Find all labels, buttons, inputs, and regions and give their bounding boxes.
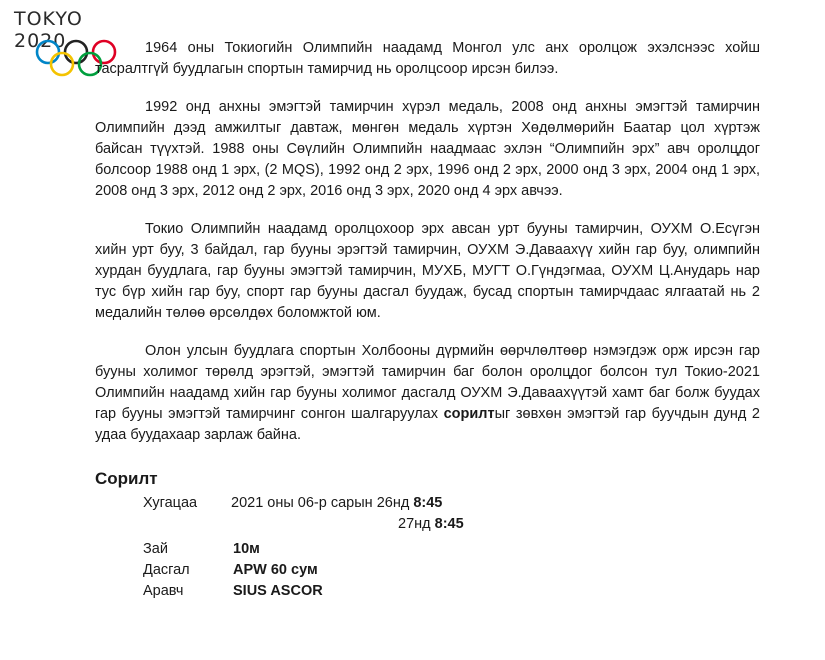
paragraph-3: Токио Олимпийн наадамд оролцохоор эрх авсан урт бууны тамирчин, ОУХМ О.Есүгэн хийн урт буу, 3 байдал, гар бууны эрэгтэй тамирчин, ОУХМ Э.Даваахүү хийн гар буу, олимпийн хурдан буудлага, гар бууны эмэгтэй тамирчин, МУХБ, МУГТ О.Гүндэгмаа, ОУХМ Ц.Анударь нар тус бүр хийн гар буу, спорт гар бууны дасгал буудаж, бусад спортын тамирчдаас ялгаатай нь 2 медалийн төлөө өрсөлдөх боломжтой юм. [95,221,760,321]
sorilt-heading: Сорилт [95,469,158,488]
logo-text: TOKYO 2020 [14,8,83,52]
date-label: Хугацаа [143,495,198,511]
date-line-2-time: 8:45 [434,516,464,532]
exercise-value: APW 60 сум [233,562,318,578]
paragraph-4-bold: сорилт [443,406,495,422]
exercise-label: Дасгал [143,562,190,578]
paragraph-4 [95,341,760,446]
distance-label: Зай [143,541,168,557]
date-line-2 [398,514,464,535]
distance-value: 10м [233,541,260,557]
paragraph-1: 1964 оны Токиогийн Олимпийн наадамд Монгол улс анх оролцож эхэлснээс хойш тасралтгүй буудлагын спортын тамирчид нь оролцсоор ирсэн билээ. [95,40,760,77]
date-row-2 [95,514,760,535]
date-line-1 [231,493,442,514]
date-line-1-text: 2021 оны 06-р сарын 26нд [231,495,410,511]
document-body [95,38,760,602]
paragraph-4-text: Олон улсын буудлага спортын Холбооны дүрмийн өөрчлөлтөөр нэмэгдэж орж ирсэн гар бууны холимог төрөлд эрэгтэй, эмэгтэй тамирчин баг болон оролцдог болсон тул Токио-2021 Олимпийн наадамд хийн гар бууны холимог дасгалд ОУХМ Э.Даваахүүтэй хамт баг болж буудах гар бууны эмэгтэй тамирчинг сонгон шалгаруулах [95,343,760,422]
exercise-row [95,560,760,581]
date-line-1-time: 8:45 [413,495,443,511]
distance-row [95,539,760,560]
paragraph-4-rest: ыг зөвхөн эмэгтэй гар буучдын дунд 2 удаа буудахаар зарлаж байна. [95,406,760,443]
target-label: Аравч [143,583,184,599]
paragraph-2: 1992 онд анхны эмэгтэй тамирчин хүрэл медаль, 2008 онд анхны эмэгтэй тамирчин Олимпийн дээд амжилтыг давтаж, мөнгөн медаль хүртэн Хөдөлмөрийн Баатар цол хүртэж байсан түүхтэй. 1988 оны Сөүлийн Олимпийн наадмаас эхлэн “Олимпийн эрх” авч оролцдог болсоор 1988 онд 1 эрх, (2 MQS), 1992 онд 2 эрх, 1996 онд 2 эрх, 2000 онд 3 эрх, 2004 онд 1 эрх, 2008 онд 3 эрх, 2012 онд 2 эрх, 2016 онд 3 эрх, 2020 онд 4 эрх авчээ. [95,99,760,199]
target-row [95,581,760,602]
date-line-2-text: 27нд [398,516,431,532]
target-value: SIUS ASCOR [233,583,323,599]
date-row [95,493,760,514]
